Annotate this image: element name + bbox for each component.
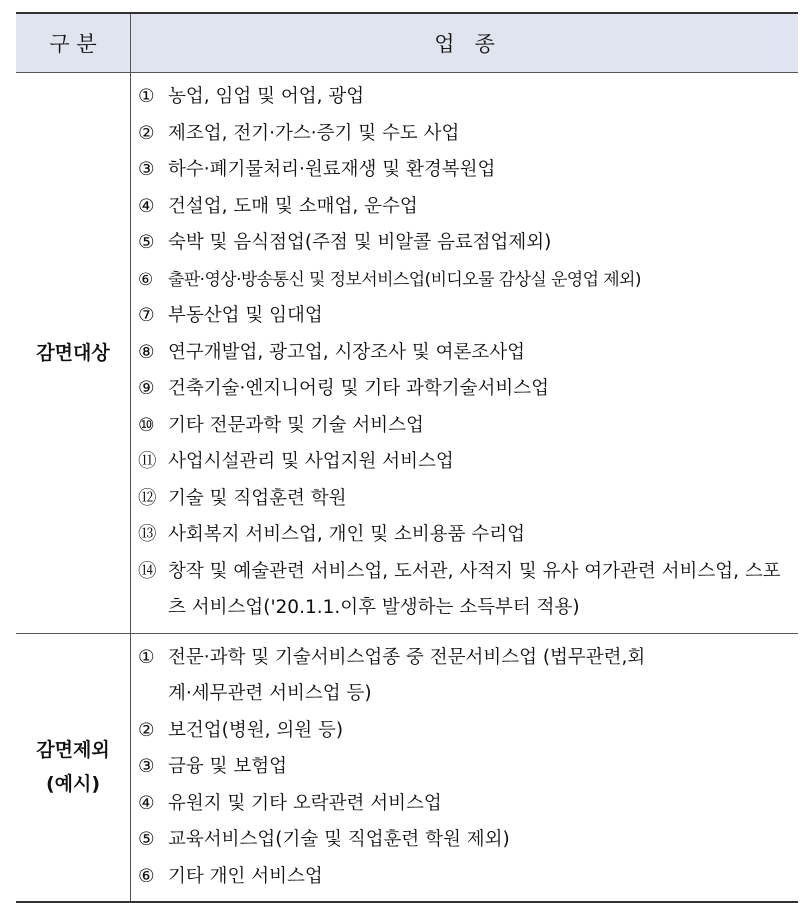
item-number: ③: [138, 756, 155, 777]
header-row: [16, 13, 798, 73]
list-item: [138, 371, 798, 408]
list-item: [138, 116, 798, 153]
list-item: [138, 189, 798, 226]
item-text: 부동산업 및 임대업: [168, 305, 323, 326]
header-category: 구 분: [16, 13, 131, 73]
list-item: [138, 79, 798, 116]
list-item: [138, 444, 798, 481]
item-number: ⑤: [138, 232, 155, 253]
section-exempt: [16, 73, 798, 634]
list-item: [138, 152, 798, 189]
item-number: ⑦: [138, 305, 155, 326]
category-exempt: 감면대상: [16, 73, 131, 634]
item-number: ④: [138, 195, 155, 217]
item-text: 보건업(병원, 의원 등): [168, 719, 344, 741]
industry-table: [16, 12, 798, 903]
item-number: ⑪: [138, 451, 157, 472]
items-exempt: [131, 73, 799, 634]
list-item: [138, 822, 798, 859]
list-item: [138, 225, 798, 262]
item-text: 숙박 및 음식점업(주점 및 비알콜 음료점업제외): [168, 232, 552, 253]
list-item: [138, 298, 798, 335]
table: [16, 12, 798, 903]
item-text: 기타 전문과학 및 기술 서비스업: [168, 414, 424, 436]
item-text: 제조업, 전기·가스·증기 및 수도 사업: [168, 122, 460, 144]
item-number: ②: [138, 719, 155, 741]
list-item: [138, 640, 798, 713]
list-item: [138, 713, 798, 750]
list-item: [138, 262, 798, 299]
list-item: [138, 859, 798, 896]
item-number: ⑭: [138, 560, 157, 582]
list-item: [138, 408, 798, 445]
item-text: 기술 및 직업훈련 학원: [168, 487, 347, 509]
item-number: ②: [138, 122, 155, 144]
item-text: 전문·과학 및 기술서비스업종 중 전문서비스업 (법무관련,회계·세무관련 서비스업 등): [168, 646, 646, 704]
item-number: ①: [138, 646, 155, 668]
section-excluded: [16, 633, 798, 902]
item-number: ⑥: [138, 865, 155, 887]
item-text: 사회복지 서비스업, 개인 및 소비용품 수리업: [168, 524, 525, 545]
item-number: ⑨: [138, 378, 155, 399]
item-text: 연구개발업, 광고업, 시장조사 및 여론조사업: [168, 341, 525, 363]
item-text: 기타 개인 서비스업: [168, 865, 323, 887]
item-text: 창작 및 예술관련 서비스업, 도서관, 사적지 및 유사 여가관련 서비스업, 스포츠 서비스업('20.1.1.이후 발생하는 소득부터 적용): [168, 560, 781, 618]
list-item: [138, 554, 798, 627]
header-industry: 업 종: [131, 13, 799, 73]
item-text: 출판·영상·방송통신 및 정보서비스업(비디오물 감상실 운영업 제외): [168, 269, 641, 290]
item-text: 교육서비스업(기술 및 직업훈련 학원 제외): [168, 829, 510, 850]
item-number: ⑥: [138, 269, 153, 290]
list-item: [138, 749, 798, 786]
item-number: ⑧: [138, 341, 155, 363]
item-text: 사업시설관리 및 사업지원 서비스업: [168, 451, 454, 472]
item-text: 금융 및 보험업: [168, 756, 287, 777]
item-text: 건축기술·엔지니어링 및 기타 과학기술서비스업: [168, 378, 549, 399]
list-item: [138, 335, 798, 372]
list-item: [138, 481, 798, 518]
item-number: ①: [138, 86, 155, 107]
item-number: ③: [138, 159, 155, 180]
item-number: ④: [138, 792, 155, 814]
item-text: 건설업, 도매 및 소매업, 운수업: [168, 195, 418, 217]
item-number: ⑬: [138, 524, 157, 545]
list-item: [138, 786, 798, 823]
item-text: 유원지 및 기타 오락관련 서비스업: [168, 792, 442, 814]
item-number: ⑩: [138, 414, 155, 436]
items-excluded: [131, 633, 799, 902]
category-excluded: [16, 633, 131, 902]
item-number: ⑤: [138, 829, 155, 850]
category-excluded-line1: 감면제외: [36, 739, 110, 762]
item-number: ⑫: [138, 487, 157, 509]
item-text: 농업, 임업 및 어업, 광업: [168, 86, 365, 107]
item-text: 하수·폐기물처리·원료재생 및 환경복원업: [168, 159, 496, 180]
category-excluded-line2: (예시): [45, 773, 101, 796]
list-item: [138, 517, 798, 554]
